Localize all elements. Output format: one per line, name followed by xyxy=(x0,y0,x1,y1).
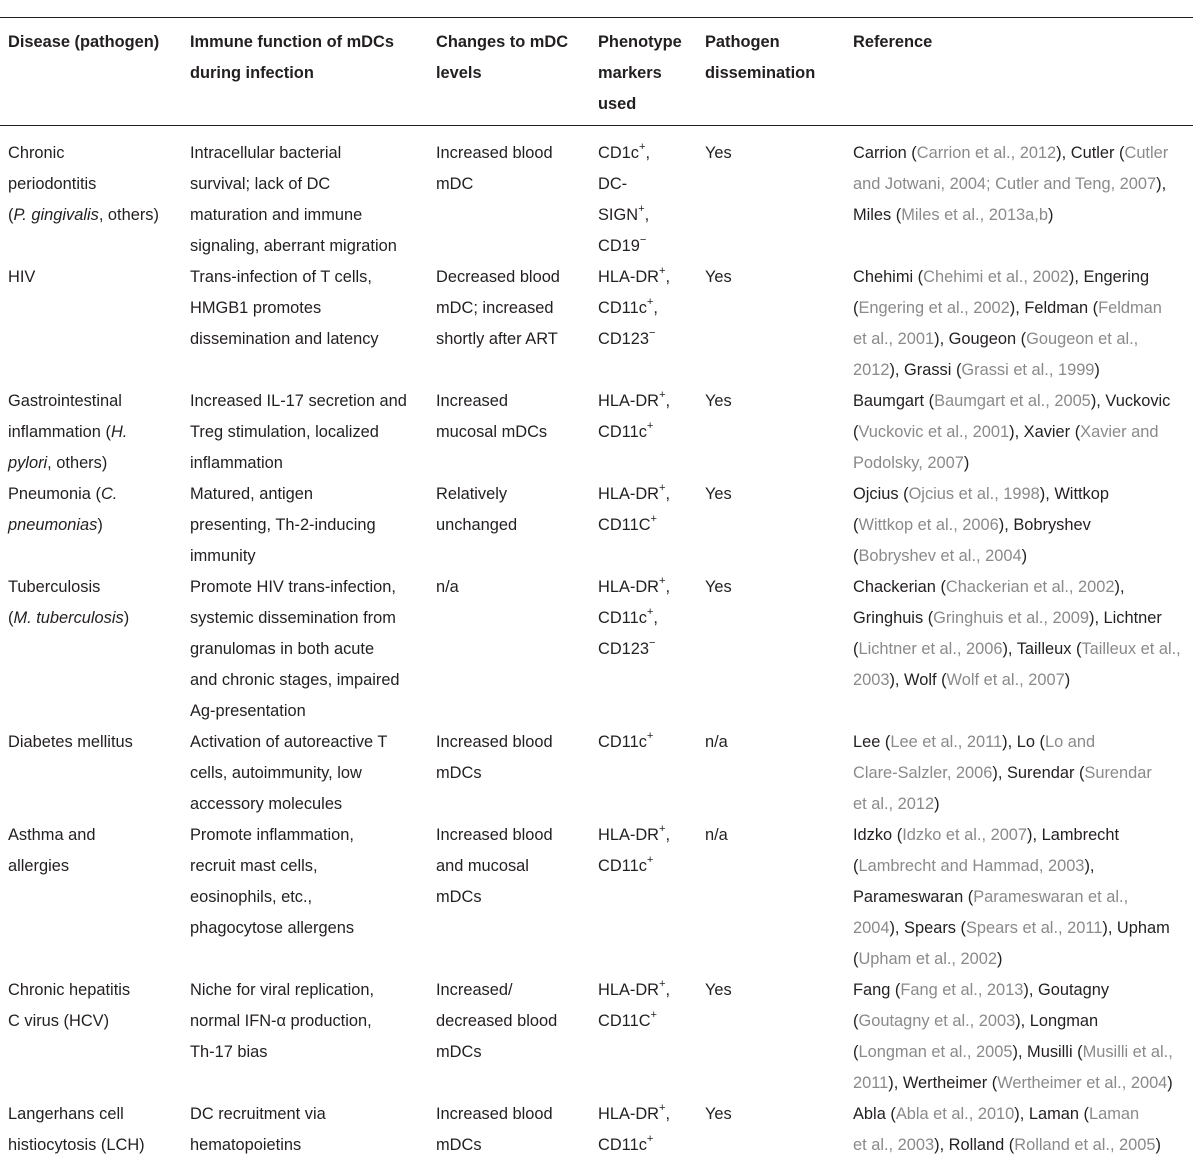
disease-cell: Gastrointestinal inflammation (H. pylori, others) xyxy=(8,392,128,472)
reference-cell: Chehimi (Chehimi et al., 2002), Engering (Engering et al., 2002), Feldman (Feldman et al., 2001), Gougeon (Gougeon et al., 2012), Grassi (Grassi et al., 1999) xyxy=(853,268,1162,379)
mdc-level-change-cell: Increased mucosal mDCs xyxy=(436,392,548,441)
dissemination-cell: Yes xyxy=(705,144,732,162)
reference-cell: Idzko (Idzko et al., 2007), Lambrecht (Lambrecht and Hammad, 2003), Parameswaran (Parameswaran et al., 2004), Spears (Spears et al., 2011), Upham (Upham et al., 2002) xyxy=(853,826,1170,968)
phenotype-markers-cell: CD11c+ xyxy=(598,730,654,751)
dissemination-cell: Yes xyxy=(705,485,732,503)
dissemination-cell: n/a xyxy=(705,826,728,844)
disease-cell: Chronic hepatitis C virus (HCV) xyxy=(8,981,131,1030)
phenotype-markers-cell: HLA-DR+, CD11c+ xyxy=(598,1102,671,1154)
phenotype-markers-cell: HLA-DR+, CD11c+, CD123− xyxy=(598,575,671,658)
immune-function-cell: Matured, antigen presenting, Th-2-inducing immunity xyxy=(190,485,376,565)
table-top-rule xyxy=(0,17,1193,18)
reference-cell: Chackerian (Chackerian et al., 2002), Gringhuis (Gringhuis et al., 2009), Lichtner (Lichtner et al., 2006), Tailleux (Tailleux et al., 2003), Wolf (Wolf et al., 2007) xyxy=(853,578,1181,689)
dissemination-cell: Yes xyxy=(705,392,732,410)
reference-cell: Lee (Lee et al., 2011), Lo (Lo and Clare-Salzler, 2006), Surendar (Surendar et al., 2012) xyxy=(853,733,1152,813)
mdc-level-change-cell: n/a xyxy=(436,578,459,596)
mdc-level-change-cell: Decreased blood mDC; increased shortly after ART xyxy=(436,268,560,348)
mdc-level-change-cell: Increased blood mDCs xyxy=(436,733,553,782)
disease-cell: Diabetes mellitus xyxy=(8,733,133,751)
reference-cell: Abla (Abla et al., 2010), Laman (Laman et al., 2003), Rolland (Rolland et al., 2005) xyxy=(853,1105,1161,1154)
immune-function-cell: Niche for viral replication, normal IFN-α production, Th-17 bias xyxy=(190,981,375,1061)
disease-cell: Asthma and allergies xyxy=(8,826,96,875)
immune-function-cell: DC recruitment via hematopoietins xyxy=(190,1105,326,1154)
reference-cell: Baumgart (Baumgart et al., 2005), Vuckovic (Vuckovic et al., 2001), Xavier (Xavier and Podolsky, 2007) xyxy=(853,392,1171,472)
phenotype-markers-cell: HLA-DR+, CD11c+, CD123− xyxy=(598,265,671,348)
header-changes: Changes to mDC levels xyxy=(436,33,569,82)
immune-function-cell: Intracellular bacterial survival; lack of DC maturation and immune signaling, aberrant migration xyxy=(190,144,397,255)
disease-cell: Chronic periodontitis (P. gingivalis, others) xyxy=(8,144,159,224)
immune-function-cell: Promote inflammation, recruit mast cells, eosinophils, etc., phagocytose allergens xyxy=(190,826,355,937)
reference-cell: Carrion (Carrion et al., 2012), Cutler (Cutler and Jotwani, 2004; Cutler and Teng, 2007), Miles (Miles et al., 2013a,b) xyxy=(853,144,1169,224)
mdc-level-change-cell: Relatively unchanged xyxy=(436,485,518,534)
dissemination-cell: Yes xyxy=(705,1105,732,1123)
header-reference: Reference xyxy=(853,33,933,51)
immune-function-cell: Activation of autoreactive T cells, autoimmunity, low accessory molecules xyxy=(190,733,388,813)
mdc-level-change-cell: Increased blood mDCs xyxy=(436,1105,553,1154)
immune-function-cell: Increased IL-17 secretion and Treg stimulation, localized inflammation xyxy=(190,392,407,472)
phenotype-markers-cell: HLA-DR+, CD11C+ xyxy=(598,978,671,1030)
mdc-level-change-cell: Increased blood mDC xyxy=(436,144,553,193)
table-header-rule xyxy=(0,125,1193,126)
disease-cell: HIV xyxy=(8,268,36,286)
disease-cell: Langerhans cell histiocytosis (LCH) xyxy=(8,1105,145,1154)
immune-function-cell: Promote HIV trans-infection, systemic dissemination from granulomas in both acute and chronic stages, impaired Ag-presentation xyxy=(190,578,400,720)
mdc-level-change-cell: Increased/ decreased blood mDCs xyxy=(436,981,558,1061)
header-dissemination: Pathogen dissemination xyxy=(705,33,816,82)
phenotype-markers-cell: HLA-DR+, CD11c+ xyxy=(598,389,671,441)
phenotype-markers-cell: HLA-DR+, CD11c+ xyxy=(598,823,671,875)
dissemination-cell: n/a xyxy=(705,733,728,751)
header-immune-function: Immune function of mDCs during infection xyxy=(190,33,394,82)
dissemination-cell: Yes xyxy=(705,268,732,286)
header-disease: Disease (pathogen) xyxy=(8,33,160,51)
disease-cell: Tuberculosis (M. tuberculosis) xyxy=(8,578,130,627)
phenotype-markers-cell: HLA-DR+, CD11C+ xyxy=(598,482,671,534)
mdc-level-change-cell: Increased blood and mucosal mDCs xyxy=(436,826,553,906)
reference-cell: Fang (Fang et al., 2013), Goutagny (Goutagny et al., 2003), Longman (Longman et al., 2005), Musilli (Musilli et al., 2011), Wertheimer (Wertheimer et al., 2004) xyxy=(853,981,1173,1092)
immune-function-cell: Trans-infection of T cells, HMGB1 promotes dissemination and latency xyxy=(190,268,379,348)
header-phenotype-markers: Phenotype markers used xyxy=(598,33,682,113)
phenotype-markers-cell: CD1c+, DC- SIGN+, CD19− xyxy=(598,141,651,255)
disease-cell: Pneumonia (C. pneumonias) xyxy=(8,485,118,534)
reference-cell: Ojcius (Ojcius et al., 1998), Wittkop (Wittkop et al., 2006), Bobryshev (Bobryshev et al., 2004) xyxy=(853,485,1109,565)
dissemination-cell: Yes xyxy=(705,981,732,999)
dissemination-cell: Yes xyxy=(705,578,732,596)
